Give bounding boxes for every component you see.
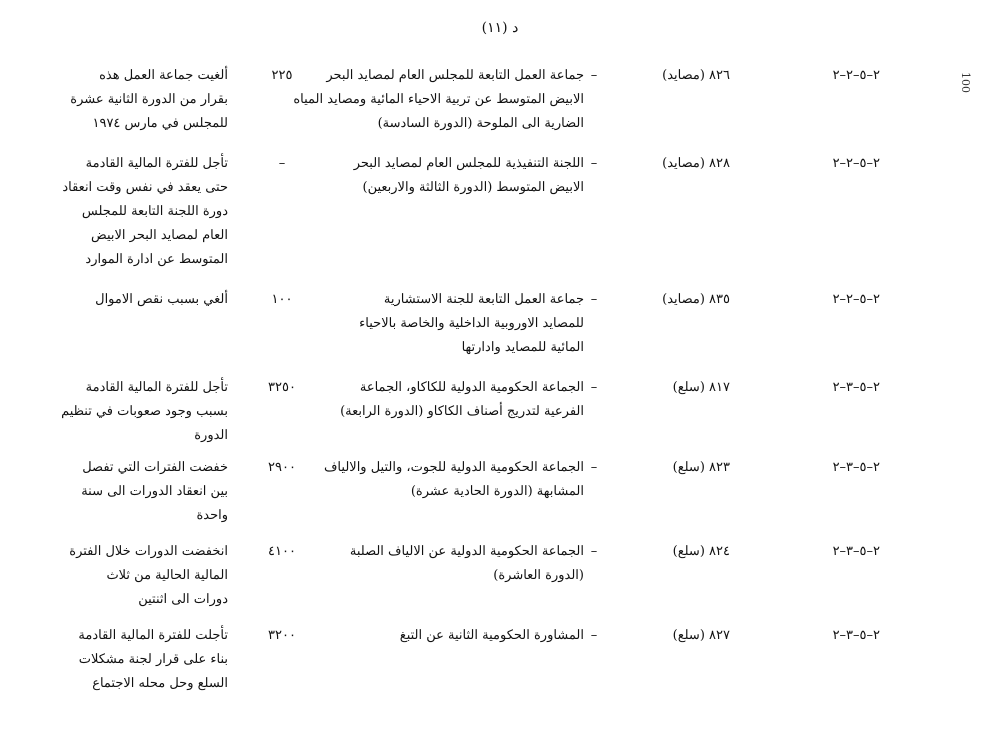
remarks (36, 376, 228, 448)
remarks-line: واحدة (196, 508, 228, 523)
remarks-line: تأجل للفترة المالية القادمة (85, 156, 228, 171)
row-dash: – (590, 292, 598, 307)
meeting-title-line: (الدورة العاشرة) (493, 568, 584, 583)
remarks-line: العام لمصايد البحر الابيض (91, 228, 228, 243)
meeting-title (284, 624, 584, 648)
cost-value: ٢٩٠٠ (268, 460, 296, 475)
remarks-line: للمجلس في مارس ١٩٧٤ (92, 116, 228, 131)
document-number: ٨٣٥ (مصايد) (662, 292, 730, 307)
document-number: ٨١٧ (سلع) (672, 380, 730, 395)
meeting-title-line: جماعة العمل التابعة للمجلس العام لمصايد البحر (326, 68, 584, 83)
cost-value: ٢٢٥ (271, 68, 293, 83)
meeting-title-line: الضارية الى الملوحة (الدورة السادسة) (377, 116, 584, 131)
row-dash: – (590, 628, 598, 643)
meeting-title (284, 540, 584, 588)
meeting-title-line: الابيض المتوسط عن تربية الاحياء المائية ومصايد المياه (293, 92, 584, 107)
row-dash: – (590, 460, 598, 475)
document-number: ٨٢٤ (سلع) (672, 544, 730, 559)
meeting-title-line: الجماعة الحكومية الدولية للجوت، والتيل والالياف (323, 460, 584, 475)
meeting-title (284, 376, 584, 424)
remarks-line: تأجل للفترة المالية القادمة (85, 380, 228, 395)
item-code: ٢–٥–٢–٢ (832, 292, 880, 307)
document-number: ٨٢٧ (سلع) (672, 628, 730, 643)
remarks (36, 624, 228, 696)
meeting-title-line: للمصايد الاوروبية الداخلية والخاصة بالاحياء (359, 316, 584, 331)
remarks-line: بناء على قرار لجنة مشكلات (78, 652, 228, 667)
remarks-line: الدورة (194, 428, 228, 443)
item-code: ٢–٥–٢–٢ (832, 156, 880, 171)
item-code: ٢–٥–٢–٢ (832, 68, 880, 83)
remarks-line: بقرار من الدورة الثانية عشرة (70, 92, 228, 107)
meeting-title-line: الابيض المتوسط (الدورة الثالثة والاربعين) (362, 180, 584, 195)
row-dash: – (590, 68, 598, 83)
page-header: د (١١) (481, 20, 519, 36)
remarks-line: حتى يعقد في نفس وقت انعقاد (62, 180, 228, 195)
item-code: ٢–٥–٣–٢ (832, 460, 880, 475)
row-dash: – (590, 380, 598, 395)
meeting-title (284, 152, 584, 200)
row-dash: – (590, 156, 598, 171)
meeting-title (284, 64, 584, 136)
remarks-line: انخفضت الدورات خلال الفترة (69, 544, 228, 559)
remarks-line: المتوسط عن ادارة الموارد (85, 252, 228, 267)
cost-value: – (278, 156, 286, 171)
item-code: ٢–٥–٣–٢ (832, 628, 880, 643)
remarks (36, 540, 228, 612)
remarks-line: دورات الى اثنتين (138, 592, 228, 607)
meeting-title-line: المائية للمصايد وادارتها (461, 340, 584, 355)
meeting-title-line: الجماعة الحكومية الدولية للكاكاو، الجماعة (359, 380, 584, 395)
item-code: ٢–٥–٣–٢ (832, 380, 880, 395)
document-number: ٨٢٨ (مصايد) (662, 156, 730, 171)
cost-value: ١٠٠ (271, 292, 293, 307)
meeting-title-line: المشاورة الحكومية الثانية عن التبغ (399, 628, 584, 643)
meeting-title (284, 288, 584, 360)
remarks (36, 288, 228, 312)
item-code: ٢–٥–٣–٢ (832, 544, 880, 559)
meeting-title-line: الفرعية لتدريج أصناف الكاكاو (الدورة الرابعة) (340, 404, 584, 419)
remarks-line: السلع وحل محله الاجتماع (92, 676, 228, 691)
cost-value: ٤١٠٠ (268, 544, 296, 559)
remarks-line: بسبب وجود صعوبات في تنظيم (61, 404, 228, 419)
meeting-title-line: جماعة العمل التابعة للجنة الاستشارية (383, 292, 584, 307)
meeting-title-line: اللجنة التنفيذية للمجلس العام لمصايد البحر (353, 156, 584, 171)
document-number: ٨٢٣ (سلع) (672, 460, 730, 475)
remarks-line: تأجلت للفترة المالية القادمة (78, 628, 228, 643)
remarks (36, 456, 228, 528)
row-dash: – (590, 544, 598, 559)
remarks (36, 152, 228, 272)
remarks (36, 64, 228, 136)
meeting-title (284, 456, 584, 504)
remarks-line: ألغي بسبب نقص الاموال (95, 292, 228, 307)
meeting-title-line: الجماعة الحكومية الدولية عن الالياف الصلبة (349, 544, 584, 559)
remarks-line: دورة اللجنة التابعة للمجلس (81, 204, 228, 219)
remarks-line: بين انعقاد الدورات الى سنة (81, 484, 228, 499)
remarks-line: خفضت الفترات التي تفصل (82, 460, 228, 475)
document-number: ٨٢٦ (مصايد) (662, 68, 730, 83)
cost-value: ٣٢٠٠ (268, 628, 296, 643)
remarks-line: المالية الحالية من ثلاث (106, 568, 228, 583)
remarks-line: ألغيت جماعة العمل هذه (99, 68, 228, 83)
meeting-title-line: المشابهة (الدورة الحادية عشرة) (410, 484, 584, 499)
margin-number: 100 (959, 72, 972, 93)
cost-value: ٣٢٥٠ (268, 380, 296, 395)
